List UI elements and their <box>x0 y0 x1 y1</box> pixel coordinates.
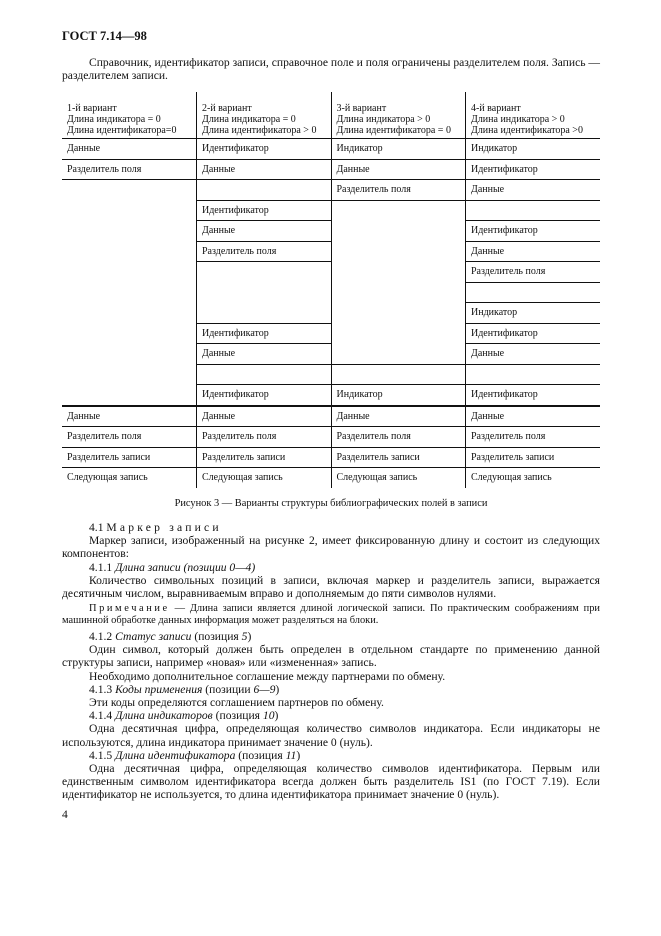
header-line: Длина индикатора = 0 <box>202 114 296 125</box>
empty-cell <box>466 364 601 385</box>
page-number: 4 <box>62 808 68 821</box>
table-cell: Идентификатор <box>466 221 601 242</box>
paragraph: Количество символьных позиций в записи, включая маркер и разделитель записи, выражается десятичным числом, выравниваемым вправо и дополняемым до пяти символов нулями. <box>62 573 600 601</box>
table-cell: Данные <box>466 241 601 262</box>
section-heading: 4.1 Маркер записи <box>89 521 222 534</box>
table-row <box>62 406 600 427</box>
table-cell: Данные <box>466 180 601 201</box>
table-cell: Идентификатор <box>197 323 332 344</box>
table-cell: Разделитель поля <box>331 180 466 201</box>
header-line: Длина индикатора = 0 <box>67 114 161 125</box>
table-cell: Следующая запись <box>62 468 197 488</box>
header-line: 4-й вариант <box>471 103 521 114</box>
empty-cell <box>466 200 601 221</box>
table-cell: Разделитель поля <box>466 427 601 448</box>
intro-paragraph: Справочник, идентификатор записи, справочное поле и поля ограничены разделителем поля. Запись — разделителем записи. <box>62 56 600 83</box>
table-row <box>62 468 600 488</box>
table-cell: Индикатор <box>466 139 601 160</box>
empty-cell <box>197 180 332 201</box>
section-4-1 <box>62 521 600 600</box>
table-cell: Данные <box>197 221 332 242</box>
figure-3-table <box>62 92 600 488</box>
subsection-heading: 4.1.3 Коды применения (позиции 6—9) <box>89 682 280 696</box>
table-cell: Разделитель поля <box>62 427 197 448</box>
table-row <box>62 139 600 160</box>
table-cell: Идентификатор <box>466 159 601 180</box>
empty-cell <box>62 180 197 406</box>
table-cell: Разделитель записи <box>331 447 466 468</box>
document-header: ГОСТ 7.14—98 <box>62 29 147 43</box>
header-variant-4 <box>466 92 601 139</box>
table-cell: Разделитель поля <box>466 262 601 283</box>
table-cell: Индикатор <box>466 303 601 324</box>
header-variant-1 <box>62 92 197 139</box>
note: Примечание — Длина записи является длиной логической записи. По практическим соображениям при машинной обработке данных информация может разделяться на блоки. <box>62 603 600 626</box>
header-line: 3-й вариант <box>336 103 387 114</box>
paragraph: Одна десятичная цифра, определяющая количество символов идентификатора. Первым или единственным символом идентификатора всегда должен быть разделитель IS1 (по ГОСТ 7.19). Если идентификатор не используется, то длина идентификатора принимает значение 0 (нуль). <box>62 762 600 802</box>
table-row <box>62 159 600 180</box>
table-cell: Разделитель записи <box>62 447 197 468</box>
header-line: 2-й вариант <box>202 103 252 114</box>
header-line: 1-й вариант <box>67 103 117 114</box>
empty-cell <box>197 364 332 385</box>
header-line: Длина идентификатора >0 <box>471 125 583 136</box>
paragraph: Один символ, который должен быть определен в отдельном стандарте по применению данной структуры записи, например «новая» или «измененная» запись. <box>62 643 600 670</box>
table-cell: Следующая запись <box>466 468 601 488</box>
table-cell: Данные <box>62 406 197 427</box>
table-cell: Следующая запись <box>197 468 332 488</box>
table-cell: Данные <box>466 344 601 365</box>
table-cell: Данные <box>197 159 332 180</box>
table-cell: Данные <box>197 344 332 365</box>
header-line: Длина индикатора > 0 <box>471 114 565 125</box>
table-cell: Разделитель записи <box>466 447 601 468</box>
table-cell: Данные <box>466 406 601 427</box>
table-row <box>62 427 600 448</box>
subsection-heading: 4.1.4 Длина индикаторов (позиция 10) <box>89 709 279 723</box>
subsection-heading: 4.1.2 Статус записи (позиция 5) <box>89 630 252 643</box>
table-cell: Разделитель записи <box>197 447 332 468</box>
subsection-heading: 4.1.1 Длина записи (позиции 0—4) <box>89 560 256 574</box>
table-cell: Разделитель поля <box>197 427 332 448</box>
header-line: Длина идентификатора = 0 <box>336 125 451 136</box>
table-header-row <box>62 92 600 139</box>
paragraph: Необходимо дополнительное соглашение между партнерами по обмену. <box>89 669 446 683</box>
subsection-heading: 4.1.5 Длина идентификатора (позиция 11) <box>89 748 301 762</box>
table-cell: Разделитель поля <box>331 427 466 448</box>
empty-cell <box>331 200 466 364</box>
header-variant-3 <box>331 92 466 139</box>
table-cell: Данные <box>331 159 466 180</box>
header-variant-2 <box>197 92 332 139</box>
table-row <box>62 447 600 468</box>
section-4-1-2-to-5 <box>62 630 600 802</box>
table-cell: Идентификатор <box>197 385 332 406</box>
paragraph: Одна десятичная цифра, определяющая количество символов индикатора. Если индикаторы не используются, длина индикатора принимает значение 0 (нуль). <box>62 722 600 749</box>
table-cell: Данные <box>197 406 332 427</box>
header-line: Длина идентификатора > 0 <box>202 125 317 136</box>
header-line: Длина идентификатора=0 <box>67 125 177 136</box>
header-line: Длина индикатора > 0 <box>336 114 431 125</box>
table-cell: Данные <box>331 406 466 427</box>
table-cell: Идентификатор <box>466 323 601 344</box>
paragraph: Маркер записи, изображенный на рисунке 2, имеет фиксированную длину и состоит из следующих компонентов: <box>62 534 600 561</box>
table-cell: Индикатор <box>331 139 466 160</box>
table-cell: Индикатор <box>331 385 466 406</box>
empty-cell <box>331 364 466 385</box>
table-cell: Идентификатор <box>197 139 332 160</box>
table-cell: Данные <box>62 139 197 160</box>
figure-caption: Рисунок 3 — Варианты структуры библиографических полей в записи <box>174 498 488 509</box>
paragraph: Эти коды определяются соглашением партнеров по обмену. <box>89 696 384 710</box>
table-cell: Идентификатор <box>197 200 332 221</box>
table-cell: Разделитель поля <box>62 159 197 180</box>
table-row <box>62 180 600 201</box>
table-cell: Следующая запись <box>331 468 466 488</box>
table-cell: Разделитель поля <box>197 241 332 262</box>
empty-cell <box>197 262 332 324</box>
table-cell: Идентификатор <box>466 385 601 406</box>
empty-cell <box>466 282 601 303</box>
